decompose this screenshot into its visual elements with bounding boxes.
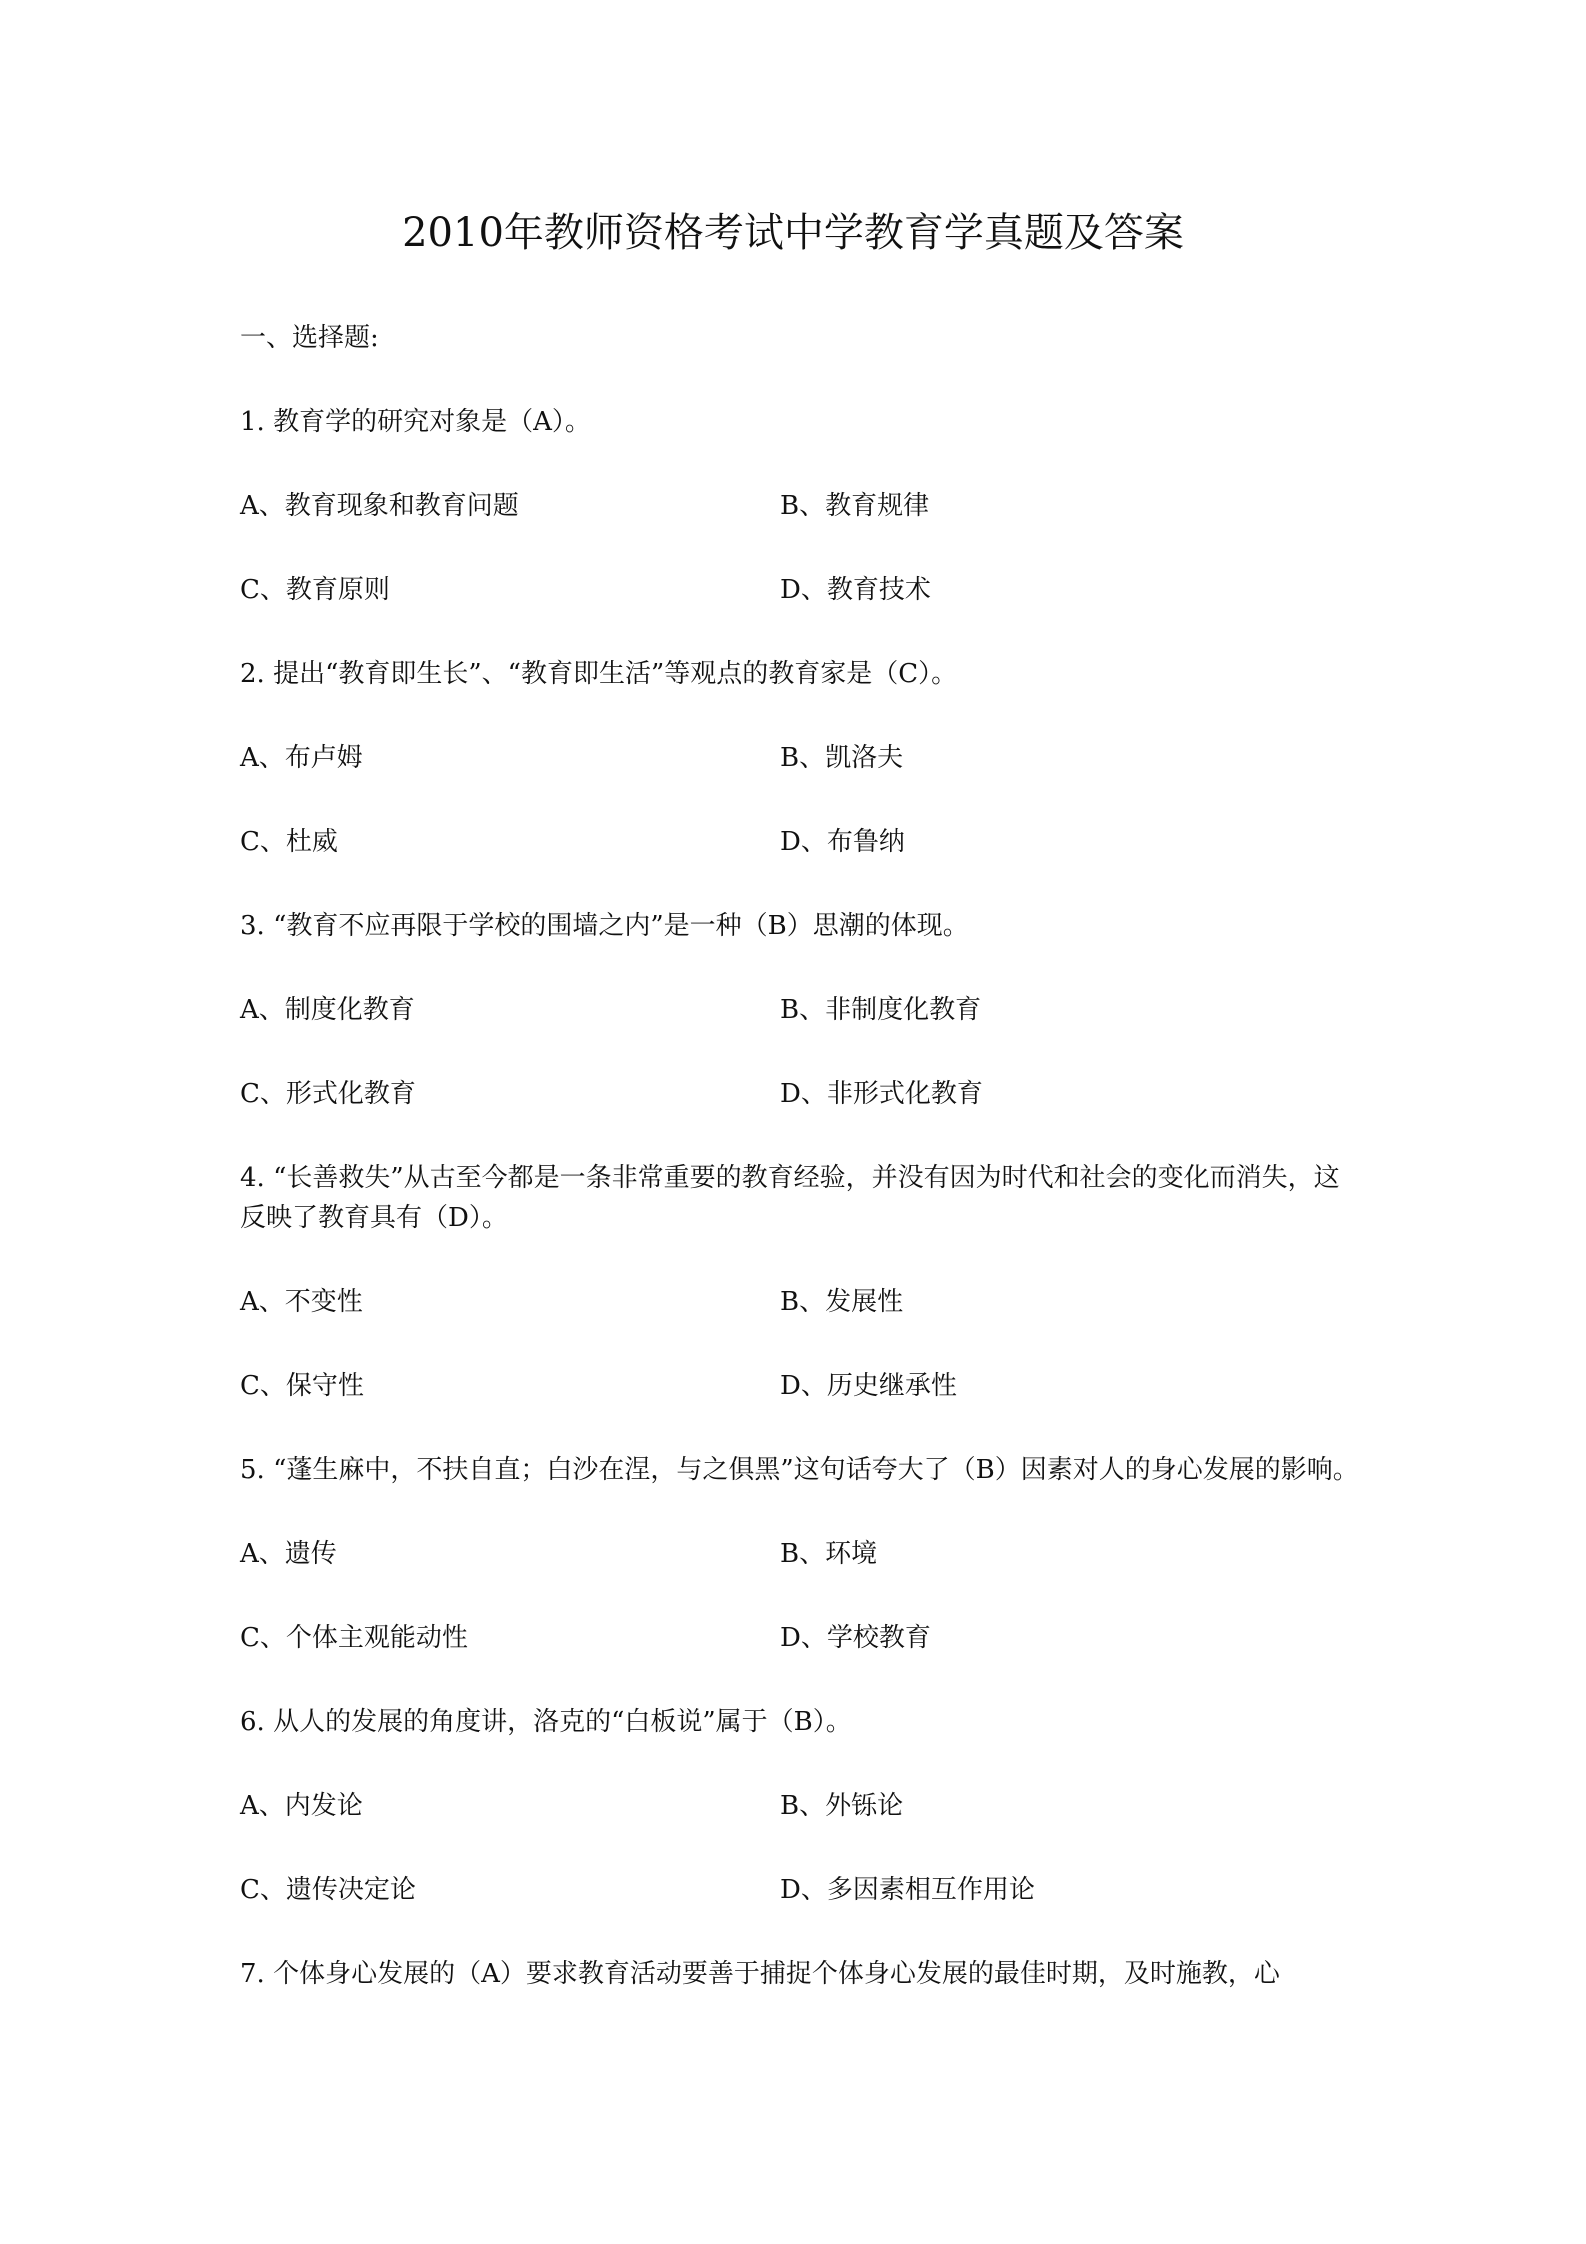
option-d: D、多因素相互作用论 [780,1875,1035,1905]
question-5 [240,1450,1360,1490]
option-b: B、非制度化教育 [780,995,982,1025]
options-row [240,1618,1360,1658]
section-heading: 一、选择题: [240,323,379,353]
options-row [240,822,1360,862]
options-row [240,1074,1360,1114]
option-c: C、杜威 [240,827,338,857]
options-row [240,990,1360,1030]
option-a: A、不变性 [240,1287,363,1317]
question-stem: 2. 提出“教育即生长”、“教育即生活”等观点的教育家是（C）。 [240,659,958,689]
option-b: B、外铄论 [780,1791,904,1821]
option-b: B、发展性 [780,1287,904,1317]
option-a: A、布卢姆 [240,743,363,773]
option-a: A、教育现象和教育问题 [240,491,519,521]
options-row [240,1282,1360,1322]
question-4 [240,1158,1360,1238]
options-row [240,1786,1360,1826]
option-c: C、遗传决定论 [240,1875,416,1905]
option-d: D、教育技术 [780,575,931,605]
option-c: C、个体主观能动性 [240,1623,468,1653]
document-title: 2010年教师资格考试中学教育学真题及答案 [402,210,1184,256]
options-row [240,486,1360,526]
option-a: A、遗传 [240,1539,337,1569]
option-c: C、形式化教育 [240,1079,416,1109]
options-row [240,1366,1360,1406]
options-row [240,1870,1360,1910]
options-row [240,570,1360,610]
question-stem: 7. 个体身心发展的（A）要求教育活动要善于捕捉个体身心发展的最佳时期，及时施教，心 [240,1959,1280,1989]
document-body [240,318,1360,2038]
question-stem: 6. 从人的发展的角度讲，洛克的“白板说”属于（B）。 [240,1707,852,1737]
option-a: A、制度化教育 [240,995,415,1025]
option-d: D、历史继承性 [780,1371,957,1401]
option-d: D、布鲁纳 [780,827,905,857]
question-3 [240,906,1360,946]
option-d: D、非形式化教育 [780,1079,983,1109]
question-7 [240,1954,1360,1994]
option-c: C、保守性 [240,1371,364,1401]
options-row [240,1534,1360,1574]
option-a: A、内发论 [240,1791,363,1821]
question-2 [240,654,1360,694]
option-d: D、学校教育 [780,1623,931,1653]
option-b: B、教育规律 [780,491,930,521]
option-b: B、环境 [780,1539,878,1569]
option-b: B、凯洛夫 [780,743,904,773]
question-stem: 3. “教育不应再限于学校的围墙之内”是一种（B）思潮的体现。 [240,911,969,941]
question-6 [240,1702,1360,1742]
option-c: C、教育原则 [240,575,390,605]
question-1 [240,402,1360,442]
question-stem: 4. “长善救失”从古至今都是一条非常重要的教育经验，并没有因为时代和社会的变化而消失，这反映了教育具有（D）。 [240,1163,1340,1233]
options-row [240,738,1360,778]
question-stem: 1. 教育学的研究对象是（A）。 [240,407,591,437]
question-stem: 5. “蓬生麻中，不扶自直；白沙在涅，与之俱黑”这句话夸大了（B）因素对人的身心发展的影响。 [240,1455,1359,1485]
